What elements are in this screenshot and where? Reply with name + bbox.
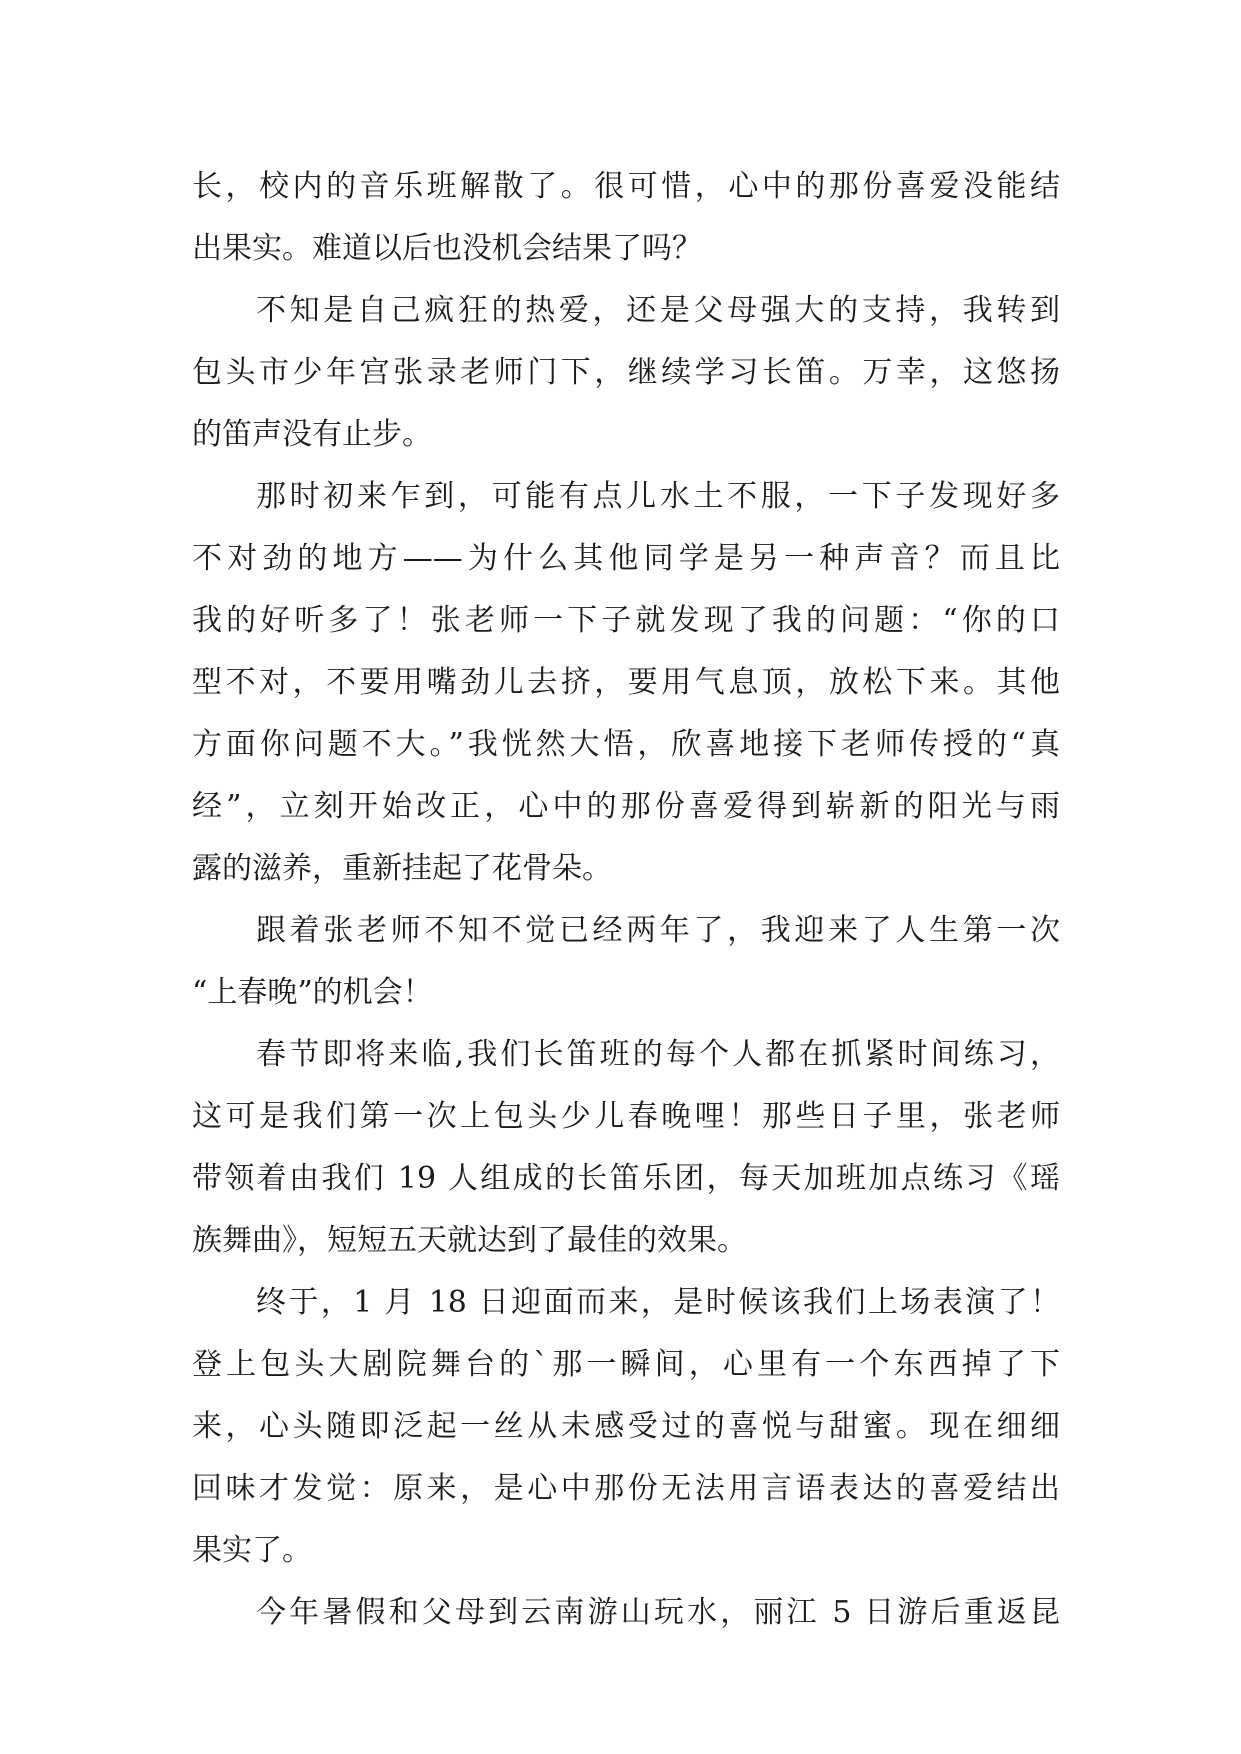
text-line: 今年暑假和父母到云南游山玩水，丽江 5 日游后重返昆 (256, 1595, 1060, 1630)
text-line: 族舞曲》，短短五天就达到了最佳的效果。 (192, 1223, 747, 1258)
text-line: 果实了。 (192, 1533, 312, 1568)
paragraph (192, 1272, 1060, 1582)
paragraph (192, 156, 1060, 280)
text-line: 带领着由我们 19 人组成的长笛乐团，每天加班加点练习《瑶 (192, 1161, 1060, 1196)
text-line: 出果实。难道以后也没机会结果了吗？ (192, 231, 702, 266)
paragraph (192, 1582, 1060, 1644)
paragraph (192, 466, 1060, 900)
paragraph (192, 280, 1060, 466)
text-line: 长，校内的音乐班解散了。很可惜，心中的那份喜爱没能结 (192, 169, 1060, 204)
text-line: 这可是我们第一次上包头少儿春晚哩！那些日子里，张老师 (192, 1099, 1060, 1134)
paragraph (192, 1024, 1060, 1272)
text-line: 回味才发觉：原来，是心中那份无法用言语表达的喜爱结出 (192, 1471, 1060, 1506)
text-line: 方面你问题不大。”我恍然大悟，欣喜地接下老师传授的“真 (192, 727, 1060, 762)
text-line: 终于，1 月 18 日迎面而来，是时候该我们上场表演了！ (256, 1285, 1060, 1320)
text-line: 来，心头随即泛起一丝从未感受过的喜悦与甜蜜。现在细细 (192, 1409, 1060, 1444)
text-line: 包头市少年宫张录老师门下，继续学习长笛。万幸，这悠扬 (192, 355, 1060, 390)
essay-body (192, 156, 1060, 1644)
paragraph (192, 900, 1060, 1024)
text-line: 不知是自己疯狂的热爱，还是父母强大的支持，我转到 (256, 293, 1060, 328)
text-line: 露的滋养，重新挂起了花骨朵。 (192, 851, 612, 886)
text-line: 不对劲的地方——为什么其他同学是另一种声音？而且比 (192, 541, 1060, 576)
text-line: 那时初来乍到，可能有点儿水土不服，一下子发现好多 (256, 479, 1060, 514)
text-line: 的笛声没有止步。 (192, 417, 432, 452)
text-line: “上春晚”的机会！ (192, 975, 433, 1010)
text-line: 我的好听多了！张老师一下子就发现了我的问题：“你的口 (192, 603, 1060, 638)
text-line: 跟着张老师不知不觉已经两年了，我迎来了人生第一次 (256, 913, 1060, 948)
text-line: 春节即将来临,我们长笛班的每个人都在抓紧时间练习， (256, 1037, 1060, 1072)
text-line: 型不对，不要用嘴劲儿去挤，要用气息顶，放松下来。其他 (192, 665, 1060, 700)
text-line: 登上包头大剧院舞台的`那一瞬间，心里有一个东西掉了下 (192, 1347, 1060, 1382)
text-line: 经”，立刻开始改正，心中的那份喜爱得到崭新的阳光与雨 (192, 789, 1060, 824)
